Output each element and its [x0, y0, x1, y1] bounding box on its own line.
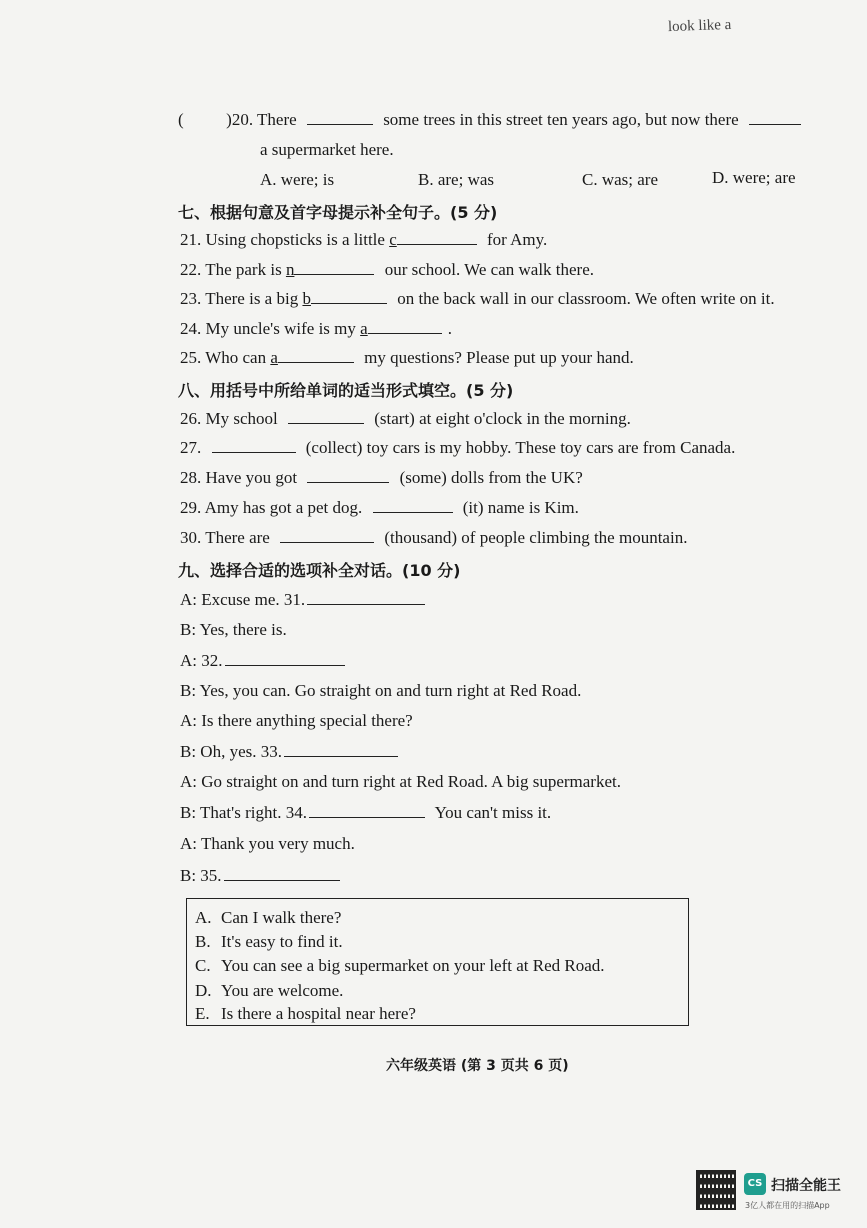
question-text: There: [257, 110, 297, 129]
question-text: for Amy.: [486, 230, 548, 249]
answer-blank[interactable]: [307, 468, 389, 483]
question-text: Who can: [205, 348, 267, 367]
answer-blank[interactable]: [368, 319, 442, 334]
camscanner-logo-icon: CS: [744, 1173, 766, 1195]
section-8-heading: 八、用括号中所给单词的适当形式填空。(5 分): [178, 381, 514, 400]
question-text: some trees in this street ten years ago, but now there: [383, 110, 739, 129]
option-letter: C.: [195, 956, 211, 975]
answer-blank[interactable]: [307, 590, 425, 605]
answer-blank[interactable]: [307, 110, 373, 125]
dialog-line-31: [180, 590, 431, 610]
question-text: Have you got: [205, 468, 298, 487]
initial-letter-hint: a: [360, 319, 368, 338]
answer-blank[interactable]: [278, 348, 354, 363]
question-text: (start) at eight o'clock in the morning.: [374, 409, 631, 428]
question-20-continued: a supermarket here.: [260, 140, 394, 159]
question-27: [180, 438, 735, 458]
dialog-line: A: Is there anything special there?: [180, 711, 413, 730]
question-number: 21.: [180, 230, 202, 249]
question-26: [180, 409, 631, 429]
question-20: [178, 110, 807, 130]
question-number: 27.: [180, 438, 202, 457]
section-9-heading: 九、选择合适的选项补全对话。(10 分): [178, 561, 461, 580]
option-letter: B.: [195, 932, 211, 951]
answer-blank[interactable]: [212, 438, 296, 453]
question-text: (thousand) of people climbing the mountain.: [384, 528, 688, 547]
answer-blank[interactable]: [288, 409, 364, 424]
answer-blank[interactable]: [224, 866, 340, 881]
q20-option-d: D. were; are: [712, 168, 796, 187]
option-letter: E.: [195, 1004, 210, 1023]
question-24: [180, 319, 452, 339]
question-30: [180, 528, 687, 548]
question-text: (collect) toy cars is my hobby. These toy cars are from Canada.: [305, 438, 736, 457]
question-number: 23.: [180, 289, 202, 308]
question-number: 28.: [180, 468, 202, 487]
initial-letter-hint: a: [270, 348, 278, 367]
question-text: .: [447, 319, 452, 338]
question-number: )20.: [226, 110, 254, 129]
q20-option-b: B. are; was: [418, 170, 495, 189]
dialog-text: B: 35.: [180, 866, 222, 885]
dialog-text: A: Excuse me. 31.: [180, 590, 306, 609]
dialog-line-32: [180, 651, 351, 671]
scanner-app-name: 扫描全能王: [771, 1178, 841, 1194]
q20-option-c: C. was; are: [582, 170, 659, 189]
question-number: 22.: [180, 260, 202, 279]
dialog-text: You can't miss it.: [434, 803, 552, 822]
question-29: [180, 498, 579, 518]
initial-letter-hint: b: [302, 289, 311, 308]
option-text: You can see a big supermarket on your left at Red Road.: [221, 956, 605, 975]
question-23: [180, 289, 775, 309]
option-c: [195, 956, 605, 976]
answer-blank[interactable]: [280, 528, 374, 543]
question-number: 25.: [180, 348, 202, 367]
option-letter: A.: [195, 908, 212, 927]
question-number: 29.: [180, 498, 202, 517]
initial-letter-hint: n: [285, 260, 295, 279]
dialog-line: A: Thank you very much.: [180, 834, 355, 853]
question-text: my questions? Please put up your hand.: [364, 348, 634, 367]
answer-blank[interactable]: [225, 651, 345, 666]
question-text: (it) name is Kim.: [462, 498, 579, 517]
options-box: [186, 898, 689, 1026]
dialog-text: B: That's right. 34.: [180, 803, 307, 822]
q20-option-a: A. were; is: [260, 170, 335, 189]
answer-blank[interactable]: [284, 742, 398, 757]
question-25: [180, 348, 634, 368]
question-text: (some) dolls from the UK?: [399, 468, 583, 487]
option-d: [195, 981, 343, 1001]
answer-blank[interactable]: [373, 498, 453, 513]
question-28: [180, 468, 583, 488]
question-text: on the back wall in our classroom. We often write on it.: [397, 289, 775, 308]
top-fragment-text: look like a: [667, 16, 732, 36]
dialog-line-33: [180, 742, 404, 762]
question-number: 26.: [180, 409, 202, 428]
question-21: [180, 230, 547, 250]
dialog-text: B: Oh, yes. 33.: [180, 742, 282, 761]
answer-blank[interactable]: [397, 230, 477, 245]
option-text: You are welcome.: [221, 981, 344, 1000]
option-letter: D.: [195, 981, 212, 1000]
option-e: [195, 1004, 416, 1024]
question-text: There are: [205, 528, 270, 547]
dialog-line-35: [180, 866, 346, 886]
dialog-line: A: Go straight on and turn right at Red Road. A big supermarket.: [180, 772, 621, 791]
question-22: [180, 260, 594, 280]
question-text: Amy has got a pet dog.: [204, 498, 363, 517]
answer-blank[interactable]: [311, 289, 387, 304]
option-text: It's easy to find it.: [221, 932, 343, 951]
option-text: Is there a hospital near here?: [221, 1004, 416, 1023]
question-number: 24.: [180, 319, 202, 338]
question-text: My uncle's wife is my: [205, 319, 356, 338]
question-text: My school: [205, 409, 278, 428]
dialog-line: B: Yes, you can. Go straight on and turn right at Red Road.: [180, 681, 582, 700]
initial-letter-hint: c: [389, 230, 397, 249]
answer-blank[interactable]: [309, 803, 425, 818]
dialog-text: A: 32.: [180, 651, 223, 670]
dialog-line: B: Yes, there is.: [180, 620, 287, 639]
dialog-line-34: [180, 803, 551, 823]
section-7-heading: 七、根据句意及首字母提示补全句子。(5 分): [178, 203, 498, 222]
question-text: Using chopsticks is a little: [205, 230, 385, 249]
scanner-tagline: 3亿人都在用的扫描App: [745, 1201, 830, 1210]
option-a: [195, 908, 341, 928]
answer-blank[interactable]: [294, 260, 374, 275]
question-text: The park is: [205, 260, 282, 279]
option-text: Can I walk there?: [221, 908, 342, 927]
question-text: our school. We can walk there.: [384, 260, 595, 279]
qr-code-icon: [696, 1170, 736, 1210]
answer-blank[interactable]: [749, 110, 801, 125]
option-b: [195, 932, 343, 952]
answer-paren-open: (: [178, 110, 184, 129]
page-footer: 六年级英语 (第 3 页共 6 页): [386, 1058, 569, 1074]
question-text: There is a big: [205, 289, 299, 308]
question-number: 30.: [180, 528, 202, 547]
